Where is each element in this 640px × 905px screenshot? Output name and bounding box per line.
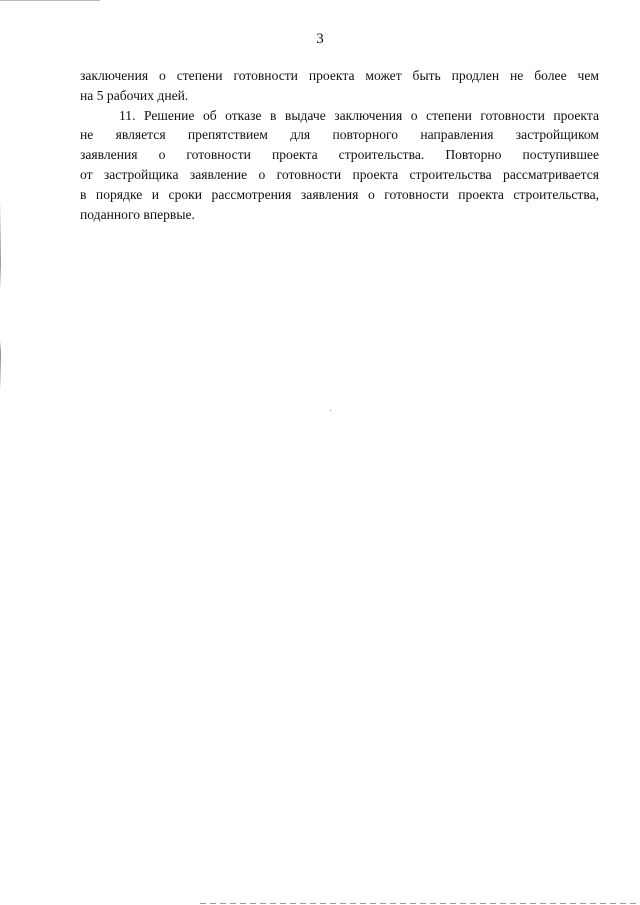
text-line: заявления о готовности проекта строительства. Повторно поступившее: [80, 147, 599, 163]
scan-edge-left: [0, 200, 1, 840]
text-line: от застройщика заявление о готовности проекта строительства рассматривается: [80, 166, 599, 182]
text-line: заключения о степени готовности проекта может быть продлен не более чем: [80, 68, 599, 83]
paragraph-continuation: [80, 66, 599, 106]
paragraph-item-11: [80, 106, 599, 225]
text-line: не является препятствием для повторного направления застройщиком: [80, 127, 599, 143]
body-text: [80, 66, 599, 224]
scan-edge-bottom: [200, 903, 640, 904]
text-line: 11. Решение об отказе в выдаче заключения о степени готовности проекта: [119, 107, 599, 123]
text-line: поданного впервые.: [80, 206, 195, 222]
text-line: на 5 рабочих дней.: [80, 87, 189, 103]
scan-edge-top: [0, 0, 100, 1]
text-line: в порядке и сроки рассмотрения заявления о готовности проекта строительства,: [80, 186, 599, 202]
scan-speck: [330, 410, 331, 411]
page-number: 3: [316, 31, 324, 47]
